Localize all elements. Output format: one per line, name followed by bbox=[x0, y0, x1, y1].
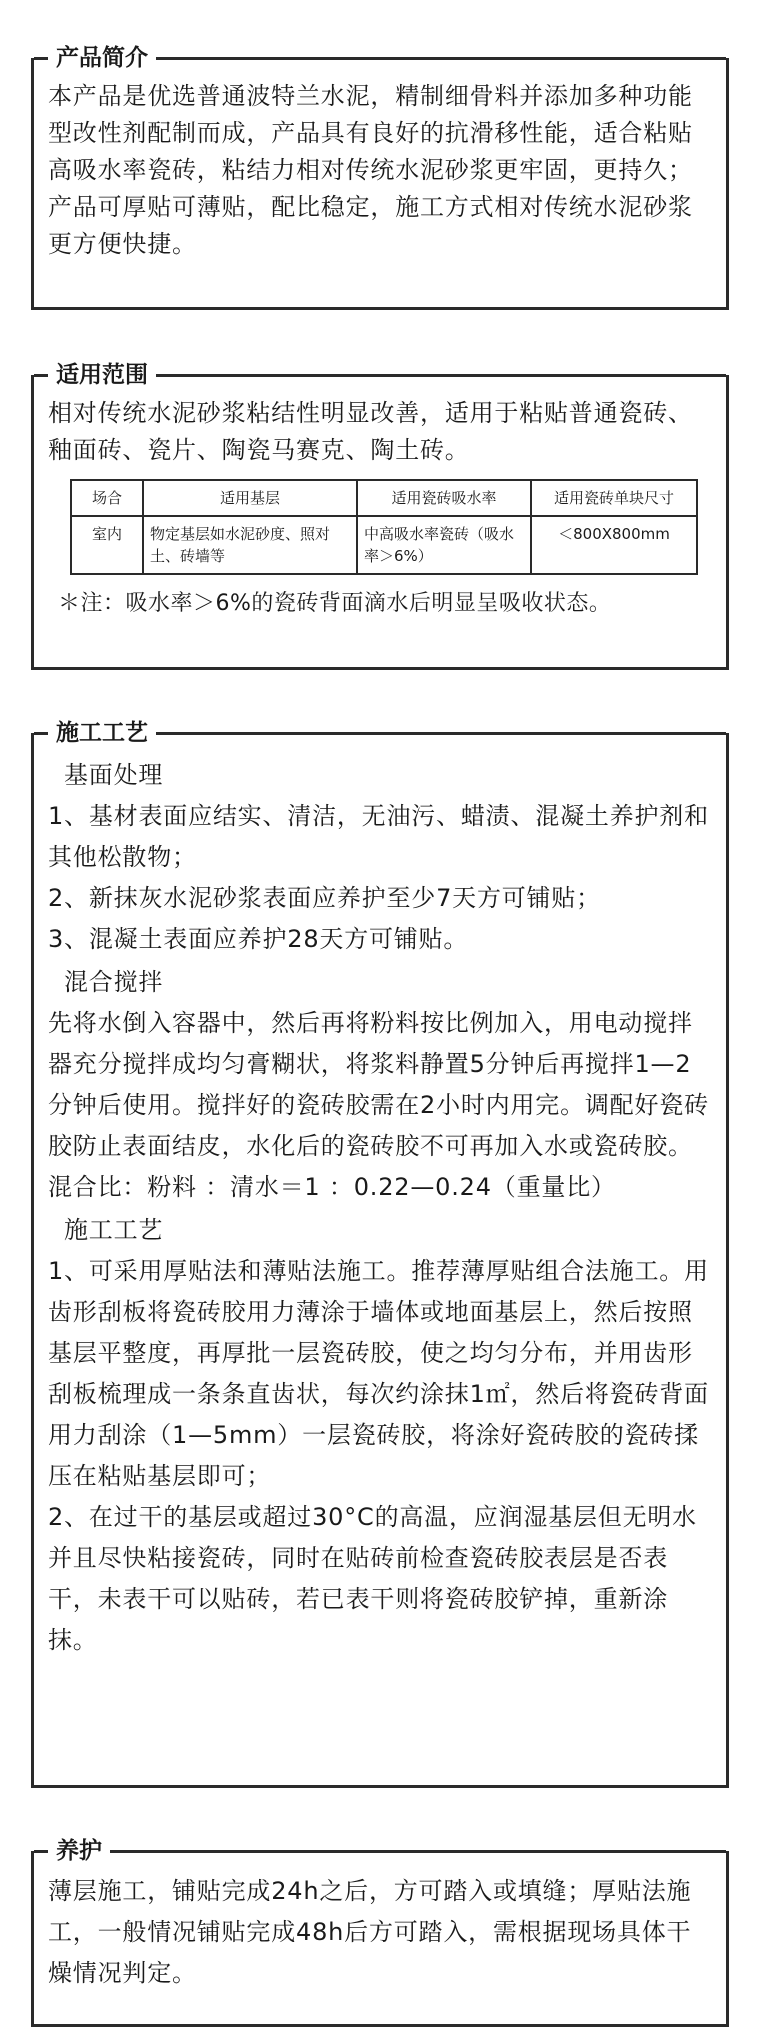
table-header-cell: 适用瓷砖吸水率 bbox=[357, 480, 531, 516]
table-header-row bbox=[71, 480, 697, 516]
table-header-cell: 适用瓷砖单块尺寸 bbox=[531, 480, 697, 516]
scope-table bbox=[70, 479, 698, 575]
table-cell: ＜800X800mm bbox=[531, 516, 697, 574]
surface-item: 3、混凝土表面应养护28天方可铺贴。 bbox=[48, 925, 469, 953]
table-cell: 室内 bbox=[71, 516, 143, 574]
intro-title: 产品简介 bbox=[56, 45, 148, 71]
table-cell: 物定基层如水泥砂度、照对土、砖墙等 bbox=[143, 516, 357, 574]
intro-text: 本产品是优选普通波特兰水泥，精制细骨料并添加多种功能型改性剂配制而成，产品具有良好的抗滑移性能，适合粘贴高吸水率瓷砖，粘结力相对传统水泥砂浆更牢固，更持久；产品可厚贴可薄贴，配比稳定，施工方式相对传统水泥砂浆更方便快捷。 bbox=[48, 82, 693, 258]
table-header-cell: 场合 bbox=[71, 480, 143, 516]
subheading-surface: 基面处理 bbox=[64, 761, 164, 789]
application-item: 1、可采用厚贴法和薄贴法施工。推荐薄厚贴组合法施工。用齿形刮板将瓷砖胶用力薄涂于墙体或地面基层上，然后按照基层平整度，再厚批一层瓷砖胶，使之均匀分布，并用齿形刮板梳理成一条条直齿状，每次约涂抹1㎡，然后将瓷砖背面用力刮涂（1—5mm）一层瓷砖胶，将涂好瓷砖胶的瓷砖揉压在粘贴基层即可； bbox=[48, 1257, 709, 1490]
scope-title: 适用范围 bbox=[56, 362, 148, 388]
surface-item: 1、基材表面应结实、清洁，无油污、蜡渍、混凝土养护剂和其他松散物； bbox=[48, 802, 709, 871]
intro-section bbox=[31, 45, 729, 310]
scope-header bbox=[34, 361, 726, 389]
care-text: 薄层施工，铺贴完成24h之后，方可踏入或填缝；厚贴法施工，一般情况铺贴完成48h后方可踏入，需根据现场具体干燥情况判定。 bbox=[48, 1877, 692, 1987]
table-header-cell: 适用基层 bbox=[143, 480, 357, 516]
mixing-text: 先将水倒入容器中，然后再将粉料按比例加入，用电动搅拌器充分搅拌成均匀膏糊状，将浆料静置5分钟后再搅拌1—2分钟后使用。搅拌好的瓷砖胶需在2小时内用完。调配好瓷砖胶防止表面结皮，水化后的瓷砖胶不可再加入水或瓷砖胶。 bbox=[48, 1009, 709, 1160]
care-title: 养护 bbox=[56, 1838, 102, 1864]
care-header bbox=[34, 1837, 726, 1865]
process-header bbox=[34, 719, 726, 747]
subheading-mixing: 混合搅拌 bbox=[64, 968, 164, 996]
application-item: 2、在过干的基层或超过30°C的高温，应润湿基层但无明水并且尽快粘接瓷砖，同时在贴砖前检查瓷砖胶表层是否表干，未表干可以贴砖，若已表干则将瓷砖胶铲掉，重新涂抹。 bbox=[48, 1503, 697, 1654]
scope-section bbox=[31, 362, 729, 670]
mixing-ratio: 混合比：粉料 ：清水＝1 ：0.22—0.24（重量比） bbox=[48, 1173, 616, 1201]
scope-note: ＊注：吸水率＞6%的瓷砖背面滴水后明显呈吸收状态。 bbox=[58, 591, 612, 616]
care-section bbox=[31, 1838, 729, 2027]
intro-header bbox=[34, 44, 726, 72]
subheading-application: 施工工艺 bbox=[64, 1216, 164, 1244]
process-title: 施工工艺 bbox=[56, 720, 148, 746]
table-cell: 中高吸水率瓷砖（吸水率＞6%） bbox=[357, 516, 531, 574]
process-section bbox=[31, 720, 729, 1788]
table-row bbox=[71, 516, 697, 574]
scope-text: 相对传统水泥砂浆粘结性明显改善，适用于粘贴普通瓷砖、釉面砖、瓷片、陶瓷马赛克、陶土砖。 bbox=[48, 399, 693, 464]
surface-item: 2、新抹灰水泥砂浆表面应养护至少7天方可铺贴； bbox=[48, 884, 601, 912]
